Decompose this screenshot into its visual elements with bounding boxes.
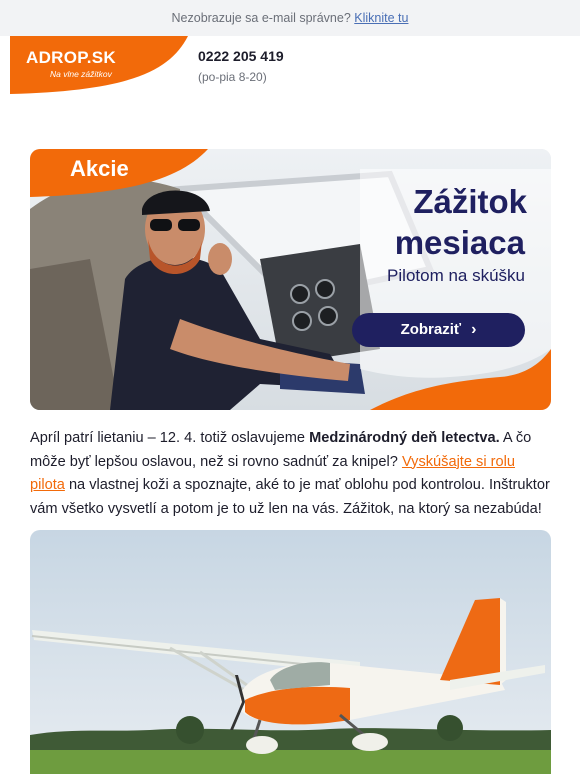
logo-text: ADROP.SK bbox=[26, 48, 116, 67]
phone-number[interactable]: 0222 205 419 bbox=[198, 48, 284, 64]
intro-text-1: Apríl patrí lietaniu – 12. 4. totiž oslavujeme bbox=[30, 430, 310, 446]
airplane-illustration bbox=[30, 530, 551, 774]
show-button-label: Zobraziť bbox=[400, 321, 462, 338]
banner-badge: Akcie bbox=[70, 156, 129, 181]
banner-subtitle: Pilotom na skúšku bbox=[387, 266, 525, 285]
airplane-photo[interactable] bbox=[30, 530, 551, 774]
adrop-logo[interactable] bbox=[10, 36, 188, 94]
view-in-browser-link[interactable]: Kliknite tu bbox=[354, 11, 409, 25]
opening-hours: (po-pia 8-20) bbox=[198, 70, 267, 84]
banner-title-line2: mesiaca bbox=[394, 224, 525, 261]
promo-banner[interactable] bbox=[30, 149, 551, 410]
logo-tagline: Na vlne zážitkov bbox=[50, 69, 112, 79]
intro-text-3: na vlastnej koži a spoznajte, aké to je mať oblohu pod kontrolou. Inštruktor vám všetko vysvetlí a potom je to už len na vás. Zážitok, na ktorý sa nezabúda! bbox=[30, 477, 550, 517]
show-button[interactable] bbox=[352, 313, 525, 347]
intro-bold-text: Medzinárodný deň letectva. bbox=[309, 430, 500, 446]
preheader-text: Nezobrazuje sa e-mail správne? bbox=[171, 11, 351, 25]
chevron-right-icon: › bbox=[471, 321, 477, 338]
try-pilot-link[interactable]: Vyskúšajte si rolu pilota bbox=[30, 453, 515, 493]
preheader-bar bbox=[0, 0, 580, 36]
banner-title-line1: Zážitok bbox=[413, 183, 527, 220]
intro-paragraph bbox=[30, 427, 550, 521]
intro-text-2: A čo môže byť lepšou oslavou, než si rovno sadnúť za knipel? bbox=[30, 430, 532, 470]
email-header bbox=[0, 36, 580, 96]
